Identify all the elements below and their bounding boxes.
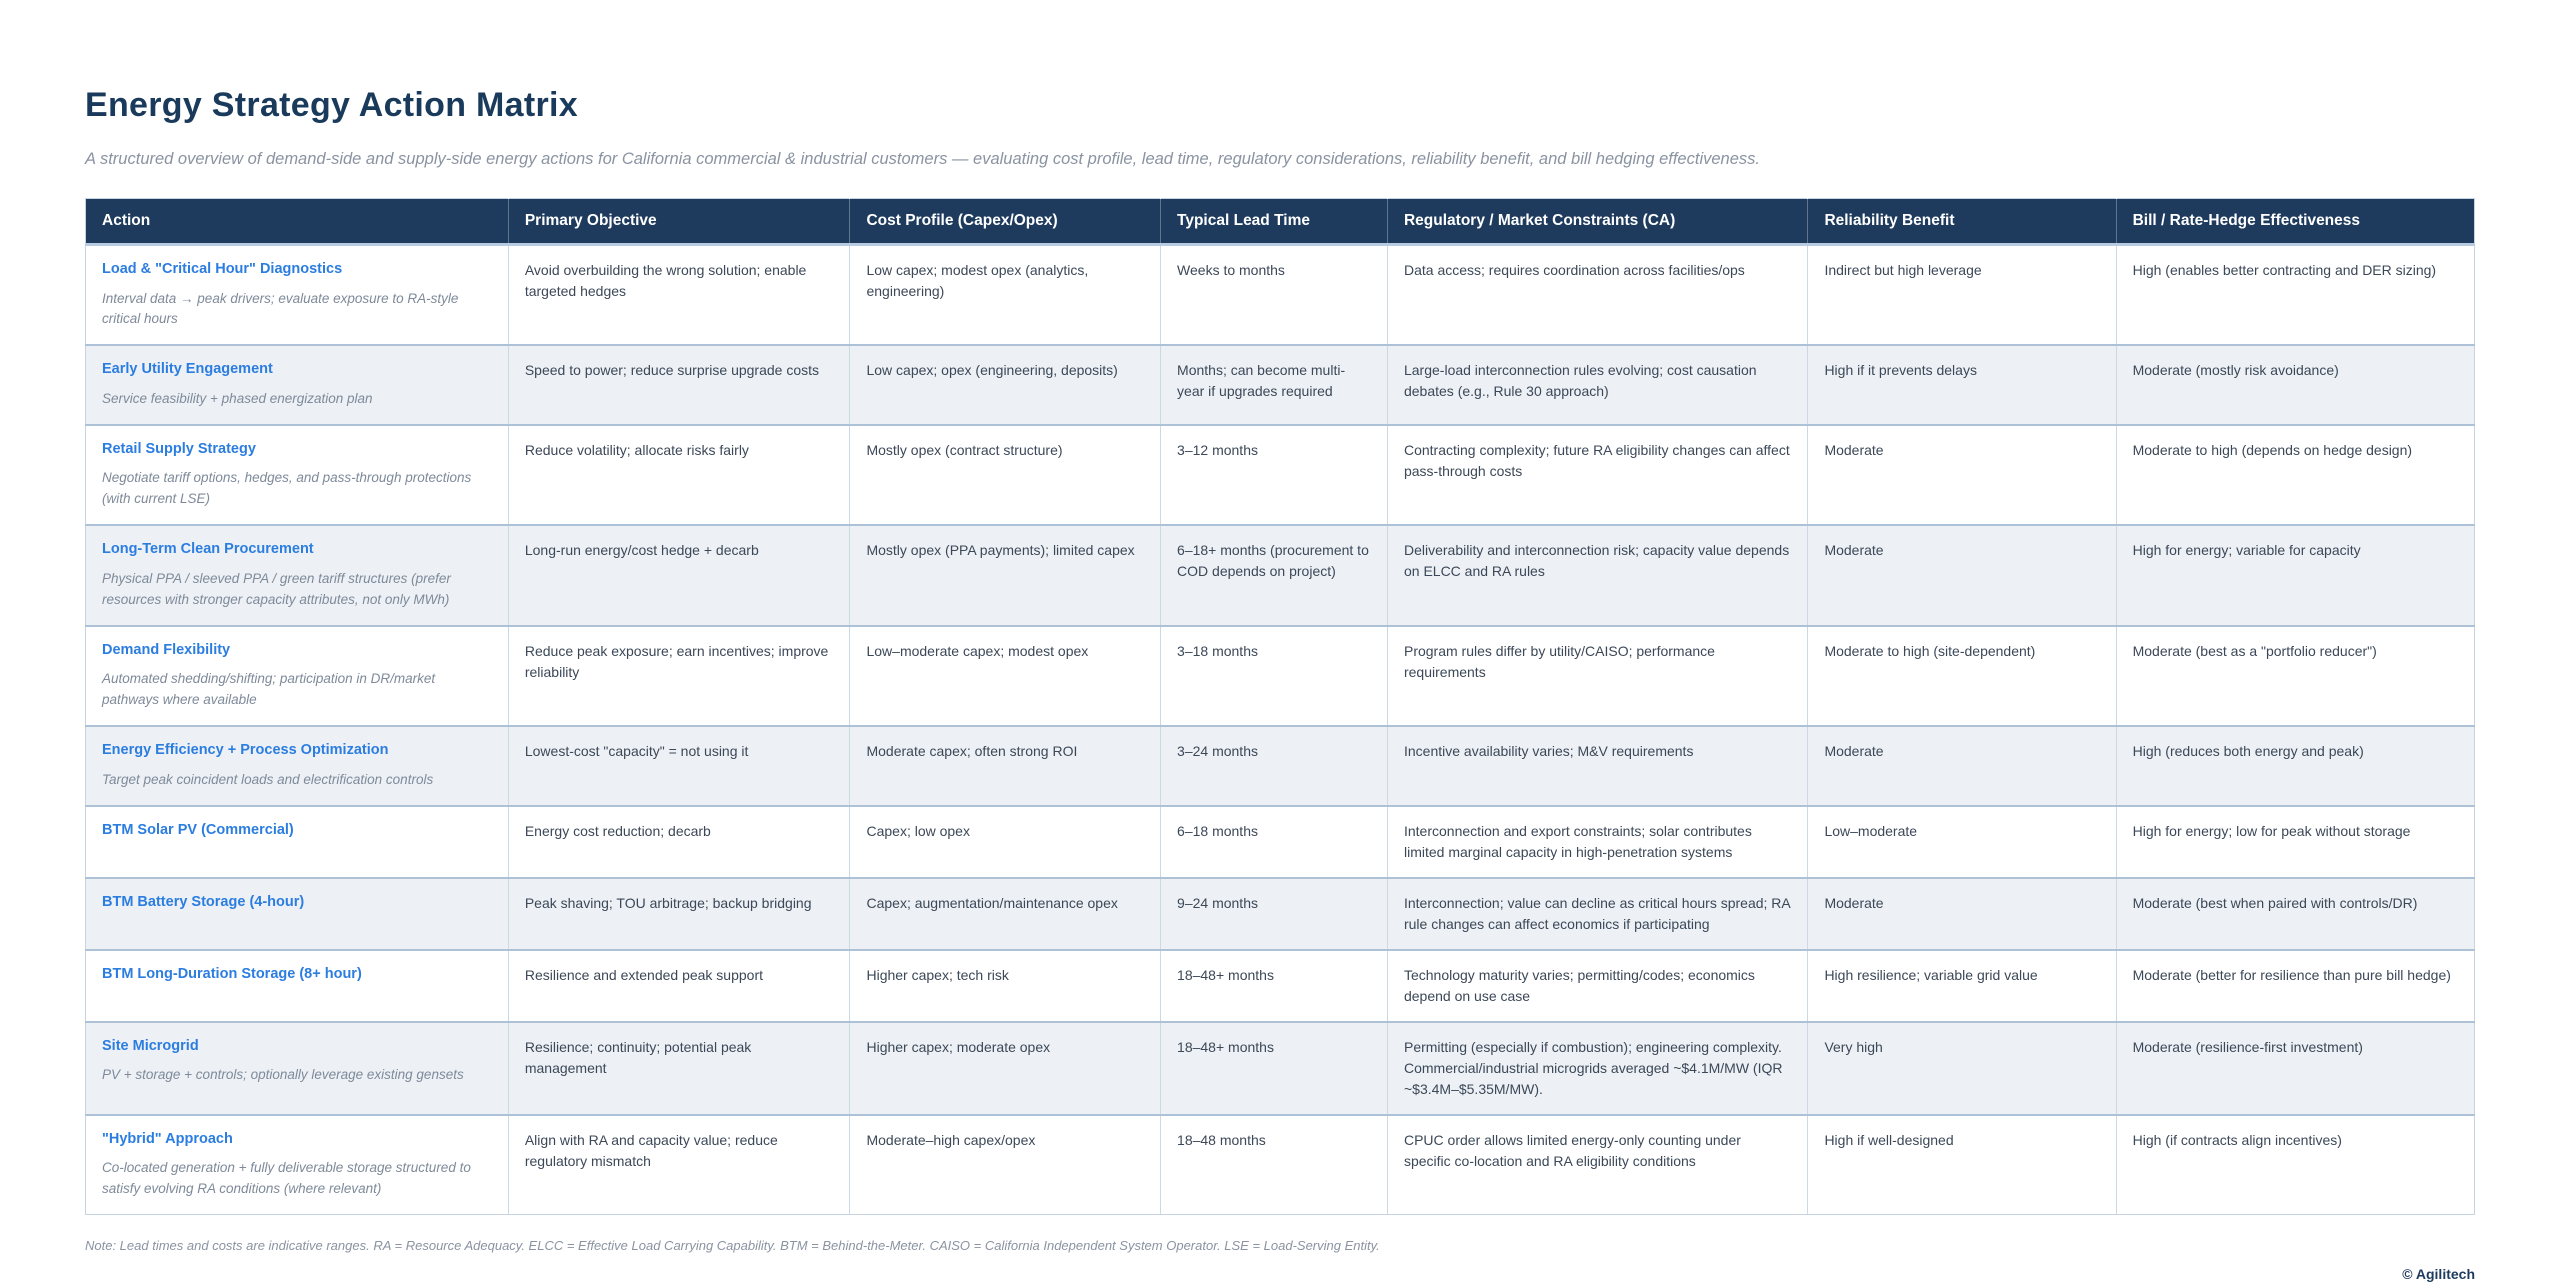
cell-cost: Moderate–high capex/opex — [850, 1115, 1161, 1215]
cell-action — [86, 726, 509, 805]
column-header-cost: Cost Profile (Capex/Opex) — [850, 199, 1161, 245]
action-detail: PV + storage + controls; optionally leverage existing gensets — [102, 1067, 464, 1083]
cell-objective: Speed to power; reduce surprise upgrade costs — [508, 345, 850, 424]
cell-cost: Capex; augmentation/maintenance opex — [850, 878, 1161, 950]
cell-hedge: High for energy; low for peak without storage — [2116, 806, 2474, 878]
action-link[interactable]: Load & "Critical Hour" Diagnostics — [102, 261, 343, 277]
cell-hedge: Moderate (mostly risk avoidance) — [2116, 345, 2474, 424]
table-row — [86, 806, 2475, 878]
action-detail: Target peak coincident loads and electrification controls — [102, 771, 434, 787]
cell-regulatory: Incentive availability varies; M&V requirements — [1387, 726, 1807, 805]
action-detail: Physical PPA / sleeved PPA / green tariff structures (prefer resources with stronger capacity attributes, not only MWh) — [102, 570, 451, 607]
cell-cost: Moderate capex; often strong ROI — [850, 726, 1161, 805]
copyright-brand: © Agilitech — [2402, 1266, 2475, 1282]
action-matrix-table — [85, 198, 2475, 1215]
cell-action — [86, 345, 509, 424]
page-subtitle: A structured overview of demand-side and supply-side energy actions for California commercial & industrial customers — evaluating cost profile, lead time, regulatory considerations, reliability benefit, and bill hedging effectiveness. — [85, 150, 1760, 168]
action-link[interactable]: Early Utility Engagement — [102, 361, 273, 378]
action-link[interactable]: Retail Supply Strategy — [102, 440, 256, 457]
cell-cost: Mostly opex (contract structure) — [850, 425, 1161, 525]
cell-action — [86, 626, 509, 726]
cell-lead: 18–48+ months — [1161, 1022, 1388, 1115]
table-row — [86, 726, 2475, 805]
page-title: Energy Strategy Action Matrix — [85, 86, 579, 124]
cell-reliability: Low–moderate — [1808, 806, 2116, 878]
cell-reliability: High if it prevents delays — [1808, 345, 2116, 424]
cell-objective: Lowest-cost "capacity" = not using it — [508, 726, 850, 805]
cell-regulatory: Large-load interconnection rules evolving; cost causation debates (e.g., Rule 30 approach) — [1387, 345, 1807, 424]
cell-regulatory: CPUC order allows limited energy-only counting under specific co-location and RA eligibility conditions — [1387, 1115, 1807, 1215]
cell-lead: 3–24 months — [1161, 726, 1388, 805]
cell-objective: Resilience; continuity; potential peak management — [508, 1022, 850, 1115]
action-link[interactable]: BTM Battery Storage (4-hour) — [102, 893, 305, 910]
table-row — [86, 525, 2475, 625]
cell-regulatory: Technology maturity varies; permitting/codes; economics depend on use case — [1387, 950, 1807, 1022]
action-detail: Negotiate tariff options, hedges, and pass-through protections (with current LSE) — [102, 470, 472, 507]
cell-regulatory: Program rules differ by utility/CAISO; performance requirements — [1387, 626, 1807, 726]
action-link[interactable]: Energy Efficiency + Process Optimization — [102, 742, 389, 759]
cell-action — [86, 425, 509, 525]
cell-hedge: High (if contracts align incentives) — [2116, 1115, 2474, 1215]
cell-regulatory: Interconnection; value can decline as critical hours spread; RA rule changes can affect economics if participating — [1387, 878, 1807, 950]
cell-action — [86, 806, 509, 878]
action-link[interactable]: "Hybrid" Approach — [102, 1130, 233, 1147]
cell-cost: Higher capex; tech risk — [850, 950, 1161, 1022]
cell-reliability: High resilience; variable grid value — [1808, 950, 2116, 1022]
table-row — [86, 245, 2475, 346]
cell-lead: 3–12 months — [1161, 425, 1388, 525]
cell-reliability: Moderate — [1808, 878, 2116, 950]
cell-lead: 18–48 months — [1161, 1115, 1388, 1215]
cell-regulatory: Deliverability and interconnection risk; capacity value depends on ELCC and RA rules — [1387, 525, 1807, 625]
cell-objective: Avoid overbuilding the wrong solution; enable targeted hedges — [508, 245, 850, 346]
cell-action — [86, 1115, 509, 1215]
action-detail: Co-located generation + fully deliverable storage structured to satisfy evolving RA conditions (where relevant) — [102, 1160, 471, 1197]
cell-lead: 3–18 months — [1161, 626, 1388, 726]
cell-cost: Mostly opex (PPA payments); limited capex — [850, 525, 1161, 625]
table-row — [86, 1022, 2475, 1115]
cell-objective: Resilience and extended peak support — [508, 950, 850, 1022]
action-link[interactable]: Demand Flexibility — [102, 641, 231, 658]
cell-reliability: Moderate — [1808, 425, 2116, 525]
column-header-regulatory: Regulatory / Market Constraints (CA) — [1387, 199, 1807, 245]
cell-lead: Weeks to months — [1161, 245, 1388, 346]
cell-hedge: High (enables better contracting and DER sizing) — [2116, 245, 2474, 346]
cell-lead: 6–18 months — [1161, 806, 1388, 878]
footnote: Note: Lead times and costs are indicative ranges. RA = Resource Adequacy. ELCC = Effective Load Carrying Capability. BTM = Behind-the-Meter. CAISO = California Independent System Operator. LSE = Load-Serving Entity. — [85, 1238, 1380, 1253]
cell-action — [86, 950, 509, 1022]
cell-regulatory: Data access; requires coordination across facilities/ops — [1387, 245, 1807, 346]
cell-objective: Energy cost reduction; decarb — [508, 806, 850, 878]
cell-reliability: Very high — [1808, 1022, 2116, 1115]
cell-hedge: Moderate to high (depends on hedge design) — [2116, 425, 2474, 525]
column-header-objective: Primary Objective — [508, 199, 850, 245]
cell-objective: Reduce volatility; allocate risks fairly — [508, 425, 850, 525]
cell-objective: Align with RA and capacity value; reduce regulatory mismatch — [508, 1115, 850, 1215]
cell-regulatory: Permitting (especially if combustion); engineering complexity. Commercial/industrial microgrids averaged ~$4.1M/MW (IQR ~$3.4M–$5.35M/MW). — [1387, 1022, 1807, 1115]
cell-action — [86, 525, 509, 625]
cell-cost: Low capex; modest opex (analytics, engineering) — [850, 245, 1161, 346]
action-detail: Automated shedding/shifting; participation in DR/market pathways where available — [102, 671, 436, 708]
cell-objective: Long-run energy/cost hedge + decarb — [508, 525, 850, 625]
cell-action — [86, 245, 509, 346]
cell-regulatory: Contracting complexity; future RA eligibility changes can affect pass-through costs — [1387, 425, 1807, 525]
cell-lead: 18–48+ months — [1161, 950, 1388, 1022]
action-detail: Interval data → peak drivers; evaluate exposure to RA-style critical hours — [102, 290, 459, 327]
cell-hedge: High (reduces both energy and peak) — [2116, 726, 2474, 805]
cell-reliability: Moderate — [1808, 726, 2116, 805]
action-link[interactable]: BTM Long-Duration Storage (8+ hour) — [102, 965, 362, 982]
cell-reliability: Moderate — [1808, 525, 2116, 625]
cell-action — [86, 1022, 509, 1115]
cell-hedge: High for energy; variable for capacity — [2116, 525, 2474, 625]
cell-lead: Months; can become multi-year if upgrades required — [1161, 345, 1388, 424]
table-row — [86, 878, 2475, 950]
cell-lead: 9–24 months — [1161, 878, 1388, 950]
column-header-lead: Typical Lead Time — [1161, 199, 1388, 245]
cell-cost: Higher capex; moderate opex — [850, 1022, 1161, 1115]
column-header-action: Action — [86, 199, 509, 245]
table-row — [86, 425, 2475, 525]
cell-reliability: Moderate to high (site-dependent) — [1808, 626, 2116, 726]
table-row — [86, 1115, 2475, 1215]
action-link[interactable]: BTM Solar PV (Commercial) — [102, 821, 294, 838]
column-header-hedge: Bill / Rate-Hedge Effectiveness — [2116, 199, 2474, 245]
cell-cost: Capex; low opex — [850, 806, 1161, 878]
cell-hedge: Moderate (better for resilience than pure bill hedge) — [2116, 950, 2474, 1022]
cell-action — [86, 878, 509, 950]
cell-hedge: Moderate (best when paired with controls/DR) — [2116, 878, 2474, 950]
table-body — [86, 245, 2475, 1215]
header-row — [86, 199, 2475, 245]
table-row — [86, 950, 2475, 1022]
table-row — [86, 345, 2475, 424]
action-link[interactable]: Site Microgrid — [102, 1037, 199, 1054]
action-link[interactable]: Long-Term Clean Procurement — [102, 541, 314, 558]
cell-reliability: Indirect but high leverage — [1808, 245, 2116, 346]
cell-lead: 6–18+ months (procurement to COD depends on project) — [1161, 525, 1388, 625]
cell-hedge: Moderate (resilience-first investment) — [2116, 1022, 2474, 1115]
cell-regulatory: Interconnection and export constraints; solar contributes limited marginal capacity in high-penetration systems — [1387, 806, 1807, 878]
action-detail: Service feasibility + phased energization plan — [102, 390, 373, 406]
cell-reliability: High if well-designed — [1808, 1115, 2116, 1215]
column-header-reliability: Reliability Benefit — [1808, 199, 2116, 245]
table-header — [86, 199, 2475, 245]
cell-objective: Peak shaving; TOU arbitrage; backup bridging — [508, 878, 850, 950]
cell-objective: Reduce peak exposure; earn incentives; improve reliability — [508, 626, 850, 726]
table-row — [86, 626, 2475, 726]
cell-cost: Low capex; opex (engineering, deposits) — [850, 345, 1161, 424]
cell-hedge: Moderate (best as a "portfolio reducer") — [2116, 626, 2474, 726]
cell-cost: Low–moderate capex; modest opex — [850, 626, 1161, 726]
